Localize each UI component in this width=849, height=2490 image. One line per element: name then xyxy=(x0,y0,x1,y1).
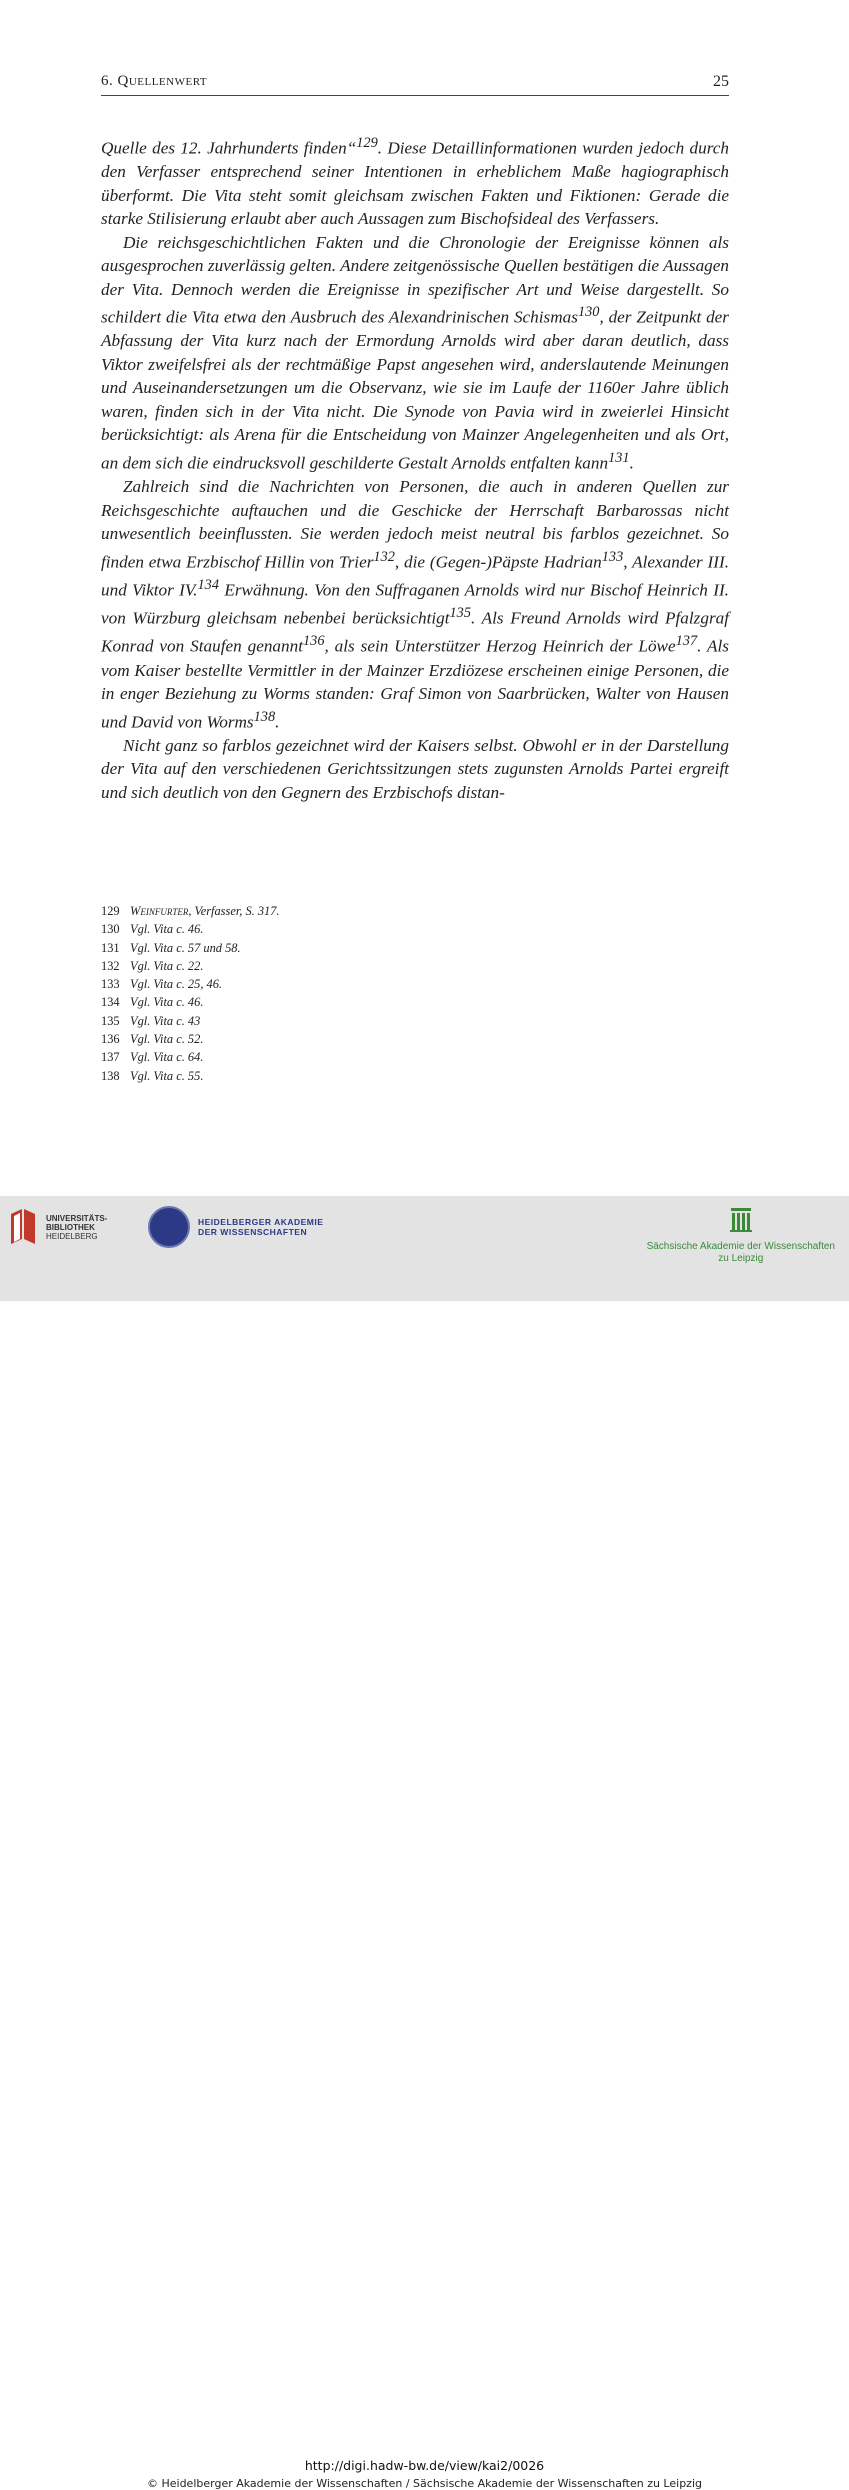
footnote-author: Weinfurter xyxy=(130,904,189,918)
paragraph: Quelle des 12. Jahrhunderts finden“$^{129}$. Diese Detaillinformationen wurden jedoch durch den Verfasser entsprechend seiner Intentionen in erheblichem Maße hagiographisch überformt. Die Vita steht somit gleichsam zwischen Fakten und Fiktionen: Gerade die starke Stilisierung erlaubt aber auch Aussagen zum Bischofsideal des Verfassers. xyxy=(101,135,729,229)
footnote-number: 134 xyxy=(101,995,120,1010)
footnote-ref[interactable]: 131 xyxy=(608,449,630,466)
paragraph: Die reichsgeschichtlichen Fakten und die Chronologie der Ereignisse können als ausgesprochen zuverlässig gelten. Andere zeitgenössische Quellen bestätigen die Aussagen der Vita. Dennoch werden die Ereignisse in spezifischer Art und Weise dargestellt. So schildert die Vita etwa den Ausbruch des Alexandrinischen Schismas$^{130}$, der Zeitpunkt der Abfassung der Vita kurz nach der Ermordung Arnolds wird aber daran deutlich, dass Viktor zweifelsfrei als der rechtmäßige Papst angesehen wird, anderslautende Meinungen und Auseinandersetzungen um die Observanz, wie sie im Laufe der 1160er Jahre üblich waren, finden sich in der Vita nicht. Die Synode von Pavia wird in zweierlei Hinsicht berücksichtigt: als Arena für die Entscheidung von Mainzer Angelegenheiten und als Ort, an dem sich die eindrucksvoll geschilderte Gestalt Arnolds entfalten kann$^{131}$. xyxy=(101,232,729,473)
footnote: 131 Vgl. Vita c. 57 und 58. xyxy=(101,939,729,957)
footnote-ref[interactable]: 133 xyxy=(601,548,624,565)
footnote: 129 Weinfurter, Verfasser, S. 317. xyxy=(101,902,729,920)
footnote-number: 138 xyxy=(101,1068,120,1083)
footnote-ref[interactable]: 130 xyxy=(577,304,600,321)
footnotes xyxy=(101,902,729,1085)
footnote: 138 Vgl. Vita c. 55. xyxy=(101,1067,729,1085)
footnote: 135 Vgl. Vita c. 43 xyxy=(101,1012,729,1030)
ub-book-icon xyxy=(8,1206,38,1248)
footnote-ref[interactable]: 129 xyxy=(356,135,378,151)
ub-heidelberg-logo[interactable]: UNIVERSITÄTS- BIBLIOTHEK HEIDELBERG xyxy=(8,1206,107,1248)
page-url[interactable]: http://digi.hadw-bw.de/view/kai2/0026 xyxy=(304,2458,545,2473)
footnote: 137 Vgl. Vita c. 64. xyxy=(101,1048,729,1066)
paragraph: Nicht ganz so farblos gezeichnet wird der Kaisers selbst. Obwohl er in der Darstellung der Vita auf den verschiedenen Gerichtssitzungen stets zugunsten Arnolds Partei ergreift und sich deutlich von den Gegnern des Erzbischofs distan- xyxy=(101,735,729,802)
footnote-number: 133 xyxy=(101,977,120,992)
footnote-ref[interactable]: 134 xyxy=(197,576,219,593)
page-number: 25 xyxy=(713,73,729,90)
footnote-number: 137 xyxy=(101,1050,120,1065)
viewer-footer xyxy=(0,1196,849,2490)
main-text xyxy=(101,132,729,804)
footnote: 130 Vgl. Vita c. 46. xyxy=(101,920,729,938)
chapter-title: 6. Quellenwert xyxy=(101,73,208,89)
footnote-number: 129 xyxy=(101,904,120,918)
footnote: 136 Vgl. Vita c. 52. xyxy=(101,1030,729,1048)
footnote-number: 135 xyxy=(101,1013,120,1028)
footnote-ref[interactable]: 135 xyxy=(449,605,472,622)
footnote-number: 132 xyxy=(101,958,120,973)
building-icon xyxy=(730,1206,752,1232)
footnote-ref[interactable]: 132 xyxy=(373,548,395,565)
footnote-ref[interactable]: 136 xyxy=(302,633,325,650)
footnote: 133 Vgl. Vita c. 25, 46. xyxy=(101,975,729,993)
footnote: 132 Vgl. Vita c. 22. xyxy=(101,957,729,975)
footnote-ref[interactable]: 137 xyxy=(675,633,698,650)
footnote-ref[interactable]: 138 xyxy=(253,708,276,725)
footnote-number: 131 xyxy=(101,940,120,955)
hadw-logo[interactable]: HEIDELBERGER AKADEMIE DER WISSENSCHAFTEN xyxy=(148,1206,323,1248)
saw-leipzig-logo[interactable]: Sächsische Akademie der Wissenschaften zu Leipzig xyxy=(647,1206,835,1265)
footnote-number: 136 xyxy=(101,1032,120,1047)
seal-icon xyxy=(148,1206,190,1248)
running-header xyxy=(101,73,729,96)
footnote-number: 130 xyxy=(101,922,120,937)
footnote: 134 Vgl. Vita c. 46. xyxy=(101,993,729,1011)
copyright-notice: © Heidelberger Akademie der Wissenschaften / Sächsische Akademie der Wissenschaften zu Leipzig xyxy=(146,2477,702,2490)
paragraph: Zahlreich sind die Nachrichten von Personen, die auch in anderen Quellen zur Reichsgeschichte auftauchen und die Geschicke der Herrschaft Barbarossas nicht unwesentlich beeinflussten. Sie werden jedoch meist neutral bis farblos gezeichnet. So finden etwa Erzbischof Hillin von Trier$^{132}$, die (Gegen-)Päpste Hadrian$^{133}$, Alexander III. und Viktor IV.$^{134}$ Erwähnung. Von den Suffraganen Arnolds wird nur Bischof Heinrich II. von Würzburg gleichsam nebenbei berücksichtigt$^{135}$. Als Freund Arnolds wird Pfalzgraf Konrad von Staufen genannt$^{136}$, als sein Unterstützer Herzog Heinrich der Löwe$^{137}$. Als vom Kaiser bestellte Vermittler in der Mainzer Erzdiözese erscheinen einige Personen, die in enger Beziehung zu Worms standen: Graf Simon von Saarbrücken, Walter von Hausen und David von Worms$^{138}$. xyxy=(101,477,730,732)
